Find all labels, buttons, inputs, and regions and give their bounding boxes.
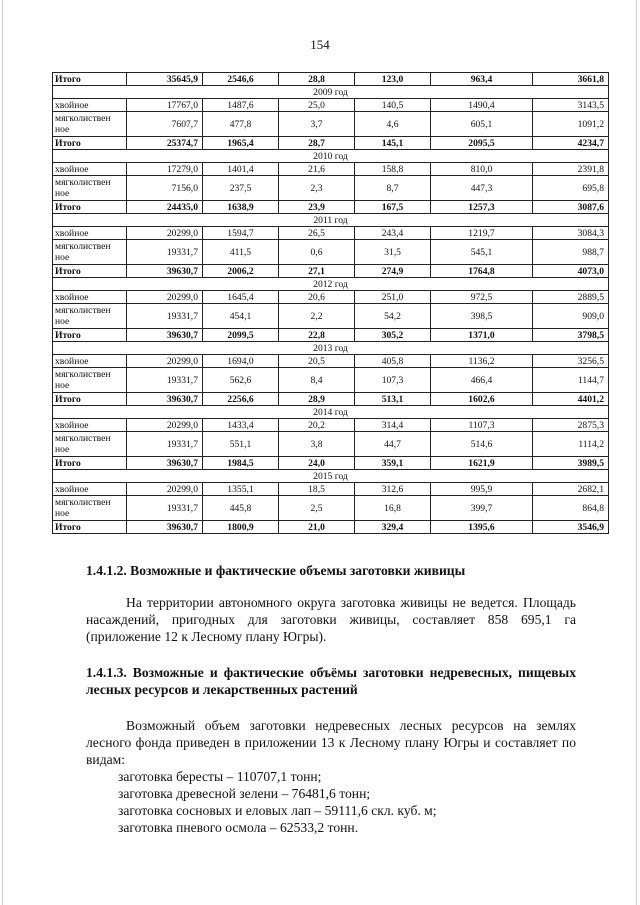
table-cell: 305,2 bbox=[355, 329, 431, 342]
table-cell: 25374,7 bbox=[127, 137, 203, 150]
row-label: хвойное bbox=[53, 419, 127, 432]
table-cell: 329,4 bbox=[355, 521, 431, 534]
table-cell: 21,0 bbox=[279, 521, 355, 534]
scan-edge-left bbox=[2, 0, 3, 905]
table-row bbox=[53, 240, 609, 265]
list-item: заготовка бересты – 110707,1 тонн; bbox=[118, 769, 322, 784]
table-cell: 988,7 bbox=[533, 240, 609, 265]
table-cell: 551,1 bbox=[203, 432, 279, 457]
table-cell: 237,5 bbox=[203, 176, 279, 201]
table-row bbox=[53, 99, 609, 112]
table-cell: 39630,7 bbox=[127, 457, 203, 470]
table-cell: 864,8 bbox=[533, 496, 609, 521]
table-cell: 19331,7 bbox=[127, 368, 203, 393]
table-cell: 1114,2 bbox=[533, 432, 609, 457]
table-body bbox=[53, 73, 609, 534]
list-item: заготовка пневого осмола – 62533,2 тонн. bbox=[118, 820, 359, 835]
table-row bbox=[53, 432, 609, 457]
row-label: Итого bbox=[53, 393, 127, 406]
row-label: мягколиствен ное bbox=[53, 368, 127, 393]
table-cell: 1621,9 bbox=[431, 457, 533, 470]
table-cell: 251,0 bbox=[355, 291, 431, 304]
table-cell: 1371,0 bbox=[431, 329, 533, 342]
year-label: 2014 год bbox=[53, 406, 609, 419]
table-cell: 39630,7 bbox=[127, 265, 203, 278]
table-cell: 1638,9 bbox=[203, 201, 279, 214]
table-cell: 39630,7 bbox=[127, 521, 203, 534]
table-cell: 4073,0 bbox=[533, 265, 609, 278]
table-cell: 1984,5 bbox=[203, 457, 279, 470]
table-cell: 810,0 bbox=[431, 163, 533, 176]
total-row bbox=[53, 265, 609, 278]
table-row bbox=[53, 355, 609, 368]
table-cell: 359,1 bbox=[355, 457, 431, 470]
table-cell: 7156,0 bbox=[127, 176, 203, 201]
table-cell: 167,5 bbox=[355, 201, 431, 214]
table-cell: 17767,0 bbox=[127, 99, 203, 112]
table-cell: 31,5 bbox=[355, 240, 431, 265]
table-cell: 405,8 bbox=[355, 355, 431, 368]
table-cell: 19331,7 bbox=[127, 432, 203, 457]
list-item: заготовка древесной зелени – 76481,6 тонн; bbox=[118, 786, 371, 801]
row-label: мягколиствен ное bbox=[53, 496, 127, 521]
table-cell: 20,2 bbox=[279, 419, 355, 432]
table-cell: 24435,0 bbox=[127, 201, 203, 214]
table-cell: 107,3 bbox=[355, 368, 431, 393]
table-cell: 20299,0 bbox=[127, 227, 203, 240]
row-label: Итого bbox=[53, 329, 127, 342]
table-cell: 1645,4 bbox=[203, 291, 279, 304]
table-cell: 695,8 bbox=[533, 176, 609, 201]
year-label: 2010 год bbox=[53, 150, 609, 163]
table-cell: 1257,3 bbox=[431, 201, 533, 214]
table-cell: 1694,0 bbox=[203, 355, 279, 368]
table-cell: 17279,0 bbox=[127, 163, 203, 176]
table-cell: 39630,7 bbox=[127, 393, 203, 406]
row-label: хвойное bbox=[53, 483, 127, 496]
row-label: мягколиствен ное bbox=[53, 240, 127, 265]
total-row bbox=[53, 457, 609, 470]
table-cell: 314,4 bbox=[355, 419, 431, 432]
row-label: Итого bbox=[53, 73, 127, 86]
table-cell: 140,5 bbox=[355, 99, 431, 112]
table-cell: 3798,5 bbox=[533, 329, 609, 342]
table-cell: 1594,7 bbox=[203, 227, 279, 240]
table-cell: 20,5 bbox=[279, 355, 355, 368]
table-cell: 445,8 bbox=[203, 496, 279, 521]
year-label: 2012 год bbox=[53, 278, 609, 291]
table-cell: 18,5 bbox=[279, 483, 355, 496]
row-label: мягколиствен ное bbox=[53, 304, 127, 329]
table-cell: 16,8 bbox=[355, 496, 431, 521]
table-cell: 447,3 bbox=[431, 176, 533, 201]
table-cell: 398,5 bbox=[431, 304, 533, 329]
table-cell: 4401,2 bbox=[533, 393, 609, 406]
table-row bbox=[53, 176, 609, 201]
table-cell: 20299,0 bbox=[127, 419, 203, 432]
table-cell: 158,8 bbox=[355, 163, 431, 176]
table-cell: 27,1 bbox=[279, 265, 355, 278]
section-paragraph-resin: На территории автономного округа заготовка живицы не ведется. Площадь насаждений, пригодных для заготовки живицы, составляет 858 695,1 га (приложение 12 к Лесному плану Югры). bbox=[86, 595, 576, 644]
scan-edge-right bbox=[636, 0, 637, 905]
table-cell: 2256,6 bbox=[203, 393, 279, 406]
table-cell: 411,5 bbox=[203, 240, 279, 265]
year-header-row bbox=[53, 406, 609, 419]
table-cell: 3143,5 bbox=[533, 99, 609, 112]
total-row bbox=[53, 201, 609, 214]
table-cell: 3661,8 bbox=[533, 73, 609, 86]
table-cell: 3087,6 bbox=[533, 201, 609, 214]
year-header-row bbox=[53, 86, 609, 99]
table-cell: 399,7 bbox=[431, 496, 533, 521]
table-cell: 243,4 bbox=[355, 227, 431, 240]
table-cell: 20,6 bbox=[279, 291, 355, 304]
table-cell: 513,1 bbox=[355, 393, 431, 406]
table-cell: 4234,7 bbox=[533, 137, 609, 150]
table-cell: 8,4 bbox=[279, 368, 355, 393]
table-cell: 2006,2 bbox=[203, 265, 279, 278]
list-item: заготовка сосновых и еловых лап – 59111,6 скл. куб. м; bbox=[118, 803, 437, 818]
year-header-row bbox=[53, 150, 609, 163]
table-cell: 1395,6 bbox=[431, 521, 533, 534]
table-cell: 605,1 bbox=[431, 112, 533, 137]
total-row bbox=[53, 393, 609, 406]
year-label: 2011 год bbox=[53, 214, 609, 227]
row-label: мягколиствен ное bbox=[53, 112, 127, 137]
harvest-volume-table bbox=[52, 72, 609, 534]
table-cell: 1800,9 bbox=[203, 521, 279, 534]
table-cell: 2682,1 bbox=[533, 483, 609, 496]
table-cell: 1144,7 bbox=[533, 368, 609, 393]
row-label: мягколиствен ное bbox=[53, 176, 127, 201]
table-cell: 123,0 bbox=[355, 73, 431, 86]
table-row bbox=[53, 496, 609, 521]
year-label: 2015 год bbox=[53, 470, 609, 483]
table-cell: 1136,2 bbox=[431, 355, 533, 368]
year-header-row bbox=[53, 278, 609, 291]
table-cell: 454,1 bbox=[203, 304, 279, 329]
table-cell: 4,6 bbox=[355, 112, 431, 137]
page-number: 154 bbox=[310, 37, 330, 52]
table-cell: 19331,7 bbox=[127, 240, 203, 265]
table-cell: 23,9 bbox=[279, 201, 355, 214]
table-cell: 562,6 bbox=[203, 368, 279, 393]
section-heading-resin: 1.4.1.2. Возможные и фактические объемы заготовки живицы bbox=[86, 563, 466, 578]
table-cell: 39630,7 bbox=[127, 329, 203, 342]
table-cell: 1965,4 bbox=[203, 137, 279, 150]
table-cell: 1355,1 bbox=[203, 483, 279, 496]
table-cell: 2,3 bbox=[279, 176, 355, 201]
table-row bbox=[53, 163, 609, 176]
total-row bbox=[53, 521, 609, 534]
table-cell: 1490,4 bbox=[431, 99, 533, 112]
table-row bbox=[53, 227, 609, 240]
table-cell: 514,6 bbox=[431, 432, 533, 457]
table-cell: 2,5 bbox=[279, 496, 355, 521]
table-cell: 312,6 bbox=[355, 483, 431, 496]
table-cell: 7607,7 bbox=[127, 112, 203, 137]
table-cell: 28,7 bbox=[279, 137, 355, 150]
year-label: 2009 год bbox=[53, 86, 609, 99]
row-label: хвойное bbox=[53, 355, 127, 368]
resource-list bbox=[86, 768, 576, 836]
table-row bbox=[53, 368, 609, 393]
table-cell: 545,1 bbox=[431, 240, 533, 265]
table-cell: 21,6 bbox=[279, 163, 355, 176]
table-cell: 20299,0 bbox=[127, 291, 203, 304]
table-row bbox=[53, 483, 609, 496]
table-cell: 28,8 bbox=[279, 73, 355, 86]
row-label: Итого bbox=[53, 201, 127, 214]
row-label: хвойное bbox=[53, 291, 127, 304]
table-row bbox=[53, 291, 609, 304]
table-cell: 35645,9 bbox=[127, 73, 203, 86]
table-cell: 1401,4 bbox=[203, 163, 279, 176]
table-row bbox=[53, 419, 609, 432]
table-row bbox=[53, 304, 609, 329]
table-cell: 145,1 bbox=[355, 137, 431, 150]
table-cell: 2095,5 bbox=[431, 137, 533, 150]
table-cell: 24,0 bbox=[279, 457, 355, 470]
table-cell: 1107,3 bbox=[431, 419, 533, 432]
year-header-row bbox=[53, 214, 609, 227]
table-cell: 963,4 bbox=[431, 73, 533, 86]
table-cell: 0,6 bbox=[279, 240, 355, 265]
year-header-row bbox=[53, 470, 609, 483]
table-cell: 1091,2 bbox=[533, 112, 609, 137]
table-cell: 1764,8 bbox=[431, 265, 533, 278]
table-cell: 20299,0 bbox=[127, 483, 203, 496]
table-cell: 995,9 bbox=[431, 483, 533, 496]
row-label: хвойное bbox=[53, 163, 127, 176]
table-row bbox=[53, 112, 609, 137]
table-cell: 3084,3 bbox=[533, 227, 609, 240]
table-cell: 3546,9 bbox=[533, 521, 609, 534]
table-cell: 20299,0 bbox=[127, 355, 203, 368]
table-cell: 2099,5 bbox=[203, 329, 279, 342]
table-cell: 2546,6 bbox=[203, 73, 279, 86]
table-cell: 3,8 bbox=[279, 432, 355, 457]
table-cell: 3989,5 bbox=[533, 457, 609, 470]
table-cell: 44,7 bbox=[355, 432, 431, 457]
table-cell: 3256,5 bbox=[533, 355, 609, 368]
table-cell: 477,8 bbox=[203, 112, 279, 137]
table-cell: 972,5 bbox=[431, 291, 533, 304]
table-cell: 8,7 bbox=[355, 176, 431, 201]
row-label: Итого bbox=[53, 521, 127, 534]
table-cell: 22,8 bbox=[279, 329, 355, 342]
table-cell: 26,5 bbox=[279, 227, 355, 240]
row-label: Итого bbox=[53, 137, 127, 150]
table-cell: 1219,7 bbox=[431, 227, 533, 240]
table-cell: 54,2 bbox=[355, 304, 431, 329]
year-label: 2013 год bbox=[53, 342, 609, 355]
section-heading-nonwood: 1.4.1.3. Возможные и фактические объёмы заготовки недревесных, пищевых лесных ресурсов и лекарственных растений bbox=[86, 665, 576, 697]
table-cell: 1602,6 bbox=[431, 393, 533, 406]
total-row bbox=[53, 329, 609, 342]
table-cell: 274,9 bbox=[355, 265, 431, 278]
table-cell: 909,0 bbox=[533, 304, 609, 329]
row-label: Итого bbox=[53, 457, 127, 470]
table-cell: 19331,7 bbox=[127, 304, 203, 329]
row-label: хвойное bbox=[53, 99, 127, 112]
section-paragraph-nonwood: Возможный объем заготовки недревесных лесных ресурсов на землях лесного фонда приведен в приложении 13 к Лесному плану Югры и составляет по видам: bbox=[86, 718, 576, 767]
table-cell: 25,0 bbox=[279, 99, 355, 112]
table-cell: 1487,6 bbox=[203, 99, 279, 112]
total-row bbox=[53, 73, 609, 86]
row-label: мягколиствен ное bbox=[53, 432, 127, 457]
table-cell: 19331,7 bbox=[127, 496, 203, 521]
table-cell: 28,9 bbox=[279, 393, 355, 406]
row-label: хвойное bbox=[53, 227, 127, 240]
table-cell: 3,7 bbox=[279, 112, 355, 137]
year-header-row bbox=[53, 342, 609, 355]
table-cell: 2875,3 bbox=[533, 419, 609, 432]
row-label: Итого bbox=[53, 265, 127, 278]
table-cell: 2,2 bbox=[279, 304, 355, 329]
table-cell: 1433,4 bbox=[203, 419, 279, 432]
table-cell: 2889,5 bbox=[533, 291, 609, 304]
total-row bbox=[53, 137, 609, 150]
table-cell: 466,4 bbox=[431, 368, 533, 393]
table-cell: 2391,8 bbox=[533, 163, 609, 176]
